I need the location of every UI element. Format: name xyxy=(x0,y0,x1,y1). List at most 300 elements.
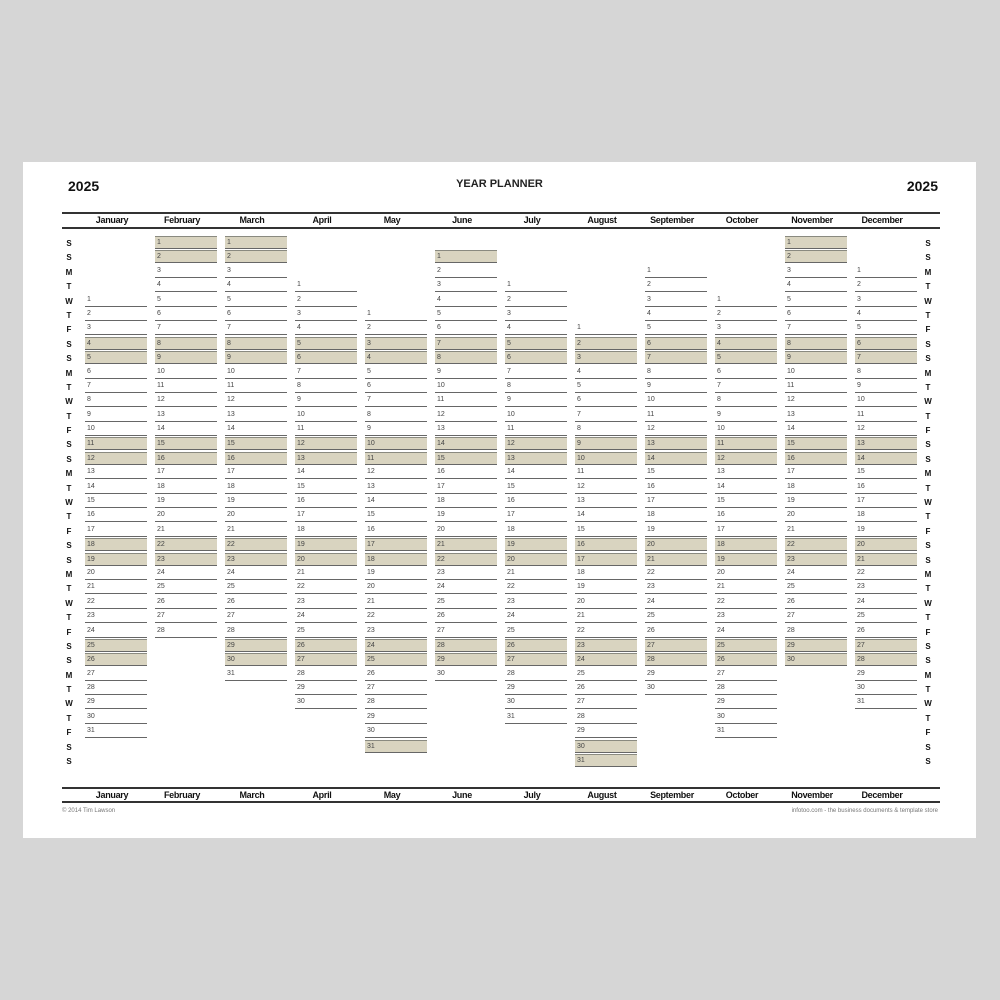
day-cell[interactable]: 22 xyxy=(505,581,567,594)
day-cell[interactable]: 29 xyxy=(855,668,917,681)
day-cell[interactable]: 30 xyxy=(575,740,637,753)
day-cell[interactable]: 23 xyxy=(365,625,427,638)
day-cell[interactable]: 4 xyxy=(645,308,707,321)
day-cell[interactable]: 21 xyxy=(225,524,287,537)
day-cell[interactable]: 23 xyxy=(295,596,357,609)
day-cell[interactable]: 17 xyxy=(715,524,777,537)
day-cell[interactable]: 28 xyxy=(645,653,707,666)
day-cell[interactable]: 27 xyxy=(435,625,497,638)
day-cell[interactable]: 10 xyxy=(575,452,637,465)
day-cell[interactable]: 6 xyxy=(225,308,287,321)
day-cell[interactable]: 10 xyxy=(785,366,847,379)
day-cell[interactable]: 18 xyxy=(85,538,147,551)
day-cell[interactable]: 25 xyxy=(855,610,917,623)
day-cell[interactable]: 30 xyxy=(785,653,847,666)
day-cell[interactable]: 8 xyxy=(575,423,637,436)
day-cell[interactable]: 16 xyxy=(365,524,427,537)
day-cell[interactable]: 20 xyxy=(365,581,427,594)
day-cell[interactable]: 25 xyxy=(295,625,357,638)
day-cell[interactable]: 14 xyxy=(785,423,847,436)
day-cell[interactable]: 17 xyxy=(575,553,637,566)
day-cell[interactable]: 30 xyxy=(295,696,357,709)
day-cell[interactable]: 31 xyxy=(225,668,287,681)
day-cell[interactable]: 4 xyxy=(575,366,637,379)
day-cell[interactable]: 22 xyxy=(715,596,777,609)
day-cell[interactable]: 20 xyxy=(645,538,707,551)
day-cell[interactable]: 6 xyxy=(645,337,707,350)
day-cell[interactable]: 3 xyxy=(155,265,217,278)
day-cell[interactable]: 8 xyxy=(435,351,497,364)
day-cell[interactable]: 13 xyxy=(365,481,427,494)
day-cell[interactable]: 17 xyxy=(365,538,427,551)
day-cell[interactable]: 27 xyxy=(295,653,357,666)
day-cell[interactable]: 19 xyxy=(85,553,147,566)
day-cell[interactable]: 11 xyxy=(155,380,217,393)
day-cell[interactable]: 14 xyxy=(295,466,357,479)
day-cell[interactable]: 9 xyxy=(505,394,567,407)
day-cell[interactable]: 5 xyxy=(645,322,707,335)
day-cell[interactable]: 30 xyxy=(505,696,567,709)
day-cell[interactable]: 7 xyxy=(295,366,357,379)
day-cell[interactable]: 31 xyxy=(85,725,147,738)
day-cell[interactable]: 17 xyxy=(855,495,917,508)
day-cell[interactable]: 11 xyxy=(295,423,357,436)
day-cell[interactable]: 16 xyxy=(505,495,567,508)
day-cell[interactable]: 22 xyxy=(225,538,287,551)
day-cell[interactable]: 19 xyxy=(365,567,427,580)
day-cell[interactable]: 16 xyxy=(435,466,497,479)
day-cell[interactable]: 19 xyxy=(295,538,357,551)
day-cell[interactable]: 11 xyxy=(225,380,287,393)
day-cell[interactable]: 30 xyxy=(225,653,287,666)
day-cell[interactable]: 28 xyxy=(295,668,357,681)
day-cell[interactable]: 23 xyxy=(225,553,287,566)
day-cell[interactable]: 26 xyxy=(505,639,567,652)
day-cell[interactable]: 12 xyxy=(435,409,497,422)
day-cell[interactable]: 25 xyxy=(365,653,427,666)
day-cell[interactable]: 27 xyxy=(225,610,287,623)
day-cell[interactable]: 30 xyxy=(715,711,777,724)
day-cell[interactable]: 3 xyxy=(505,308,567,321)
day-cell[interactable]: 2 xyxy=(85,308,147,321)
day-cell[interactable]: 20 xyxy=(785,509,847,522)
day-cell[interactable]: 26 xyxy=(715,653,777,666)
day-cell[interactable]: 2 xyxy=(225,250,287,263)
day-cell[interactable]: 16 xyxy=(785,452,847,465)
day-cell[interactable]: 28 xyxy=(575,711,637,724)
day-cell[interactable]: 10 xyxy=(435,380,497,393)
day-cell[interactable]: 15 xyxy=(365,509,427,522)
day-cell[interactable]: 8 xyxy=(365,409,427,422)
day-cell[interactable]: 27 xyxy=(85,668,147,681)
day-cell[interactable]: 23 xyxy=(645,581,707,594)
day-cell[interactable]: 10 xyxy=(85,423,147,436)
day-cell[interactable]: 13 xyxy=(715,466,777,479)
day-cell[interactable]: 6 xyxy=(575,394,637,407)
day-cell[interactable]: 9 xyxy=(365,423,427,436)
day-cell[interactable]: 21 xyxy=(715,581,777,594)
day-cell[interactable]: 20 xyxy=(155,509,217,522)
day-cell[interactable]: 5 xyxy=(365,366,427,379)
day-cell[interactable]: 22 xyxy=(365,610,427,623)
day-cell[interactable]: 2 xyxy=(155,250,217,263)
day-cell[interactable]: 18 xyxy=(435,495,497,508)
day-cell[interactable]: 8 xyxy=(155,337,217,350)
day-cell[interactable]: 4 xyxy=(435,294,497,307)
day-cell[interactable]: 20 xyxy=(85,567,147,580)
day-cell[interactable]: 21 xyxy=(645,553,707,566)
day-cell[interactable]: 9 xyxy=(785,351,847,364)
day-cell[interactable]: 24 xyxy=(295,610,357,623)
day-cell[interactable]: 20 xyxy=(225,509,287,522)
day-cell[interactable]: 12 xyxy=(645,423,707,436)
day-cell[interactable]: 18 xyxy=(575,567,637,580)
day-cell[interactable]: 28 xyxy=(435,639,497,652)
day-cell[interactable]: 17 xyxy=(155,466,217,479)
day-cell[interactable]: 1 xyxy=(225,236,287,249)
day-cell[interactable]: 11 xyxy=(715,437,777,450)
day-cell[interactable]: 29 xyxy=(365,711,427,724)
day-cell[interactable]: 8 xyxy=(295,380,357,393)
day-cell[interactable]: 7 xyxy=(435,337,497,350)
day-cell[interactable]: 25 xyxy=(715,639,777,652)
day-cell[interactable]: 15 xyxy=(505,481,567,494)
day-cell[interactable]: 14 xyxy=(155,423,217,436)
day-cell[interactable]: 3 xyxy=(365,337,427,350)
day-cell[interactable]: 6 xyxy=(435,322,497,335)
day-cell[interactable]: 1 xyxy=(295,279,357,292)
day-cell[interactable]: 17 xyxy=(785,466,847,479)
day-cell[interactable]: 1 xyxy=(505,279,567,292)
day-cell[interactable]: 3 xyxy=(435,279,497,292)
day-cell[interactable]: 7 xyxy=(575,409,637,422)
day-cell[interactable]: 3 xyxy=(575,351,637,364)
day-cell[interactable]: 16 xyxy=(645,481,707,494)
day-cell[interactable]: 4 xyxy=(155,279,217,292)
day-cell[interactable]: 11 xyxy=(645,409,707,422)
day-cell[interactable]: 5 xyxy=(85,351,147,364)
day-cell[interactable]: 13 xyxy=(785,409,847,422)
day-cell[interactable]: 25 xyxy=(85,639,147,652)
day-cell[interactable]: 12 xyxy=(295,437,357,450)
day-cell[interactable]: 13 xyxy=(575,495,637,508)
day-cell[interactable]: 19 xyxy=(575,581,637,594)
day-cell[interactable]: 21 xyxy=(785,524,847,537)
day-cell[interactable]: 23 xyxy=(155,553,217,566)
day-cell[interactable]: 29 xyxy=(575,725,637,738)
day-cell[interactable]: 7 xyxy=(855,351,917,364)
day-cell[interactable]: 15 xyxy=(295,481,357,494)
day-cell[interactable]: 26 xyxy=(155,596,217,609)
day-cell[interactable]: 24 xyxy=(365,639,427,652)
day-cell[interactable]: 9 xyxy=(295,394,357,407)
day-cell[interactable]: 12 xyxy=(505,437,567,450)
day-cell[interactable]: 14 xyxy=(505,466,567,479)
day-cell[interactable]: 12 xyxy=(715,452,777,465)
day-cell[interactable]: 28 xyxy=(785,625,847,638)
day-cell[interactable]: 26 xyxy=(785,596,847,609)
day-cell[interactable]: 16 xyxy=(575,538,637,551)
day-cell[interactable]: 30 xyxy=(645,682,707,695)
day-cell[interactable]: 13 xyxy=(855,437,917,450)
day-cell[interactable]: 2 xyxy=(855,279,917,292)
day-cell[interactable]: 14 xyxy=(575,509,637,522)
day-cell[interactable]: 11 xyxy=(85,437,147,450)
day-cell[interactable]: 1 xyxy=(785,236,847,249)
day-cell[interactable]: 16 xyxy=(225,452,287,465)
day-cell[interactable]: 28 xyxy=(715,682,777,695)
day-cell[interactable]: 9 xyxy=(225,351,287,364)
day-cell[interactable]: 21 xyxy=(155,524,217,537)
day-cell[interactable]: 9 xyxy=(575,437,637,450)
day-cell[interactable]: 13 xyxy=(225,409,287,422)
day-cell[interactable]: 8 xyxy=(645,366,707,379)
day-cell[interactable]: 19 xyxy=(715,553,777,566)
day-cell[interactable]: 18 xyxy=(365,553,427,566)
day-cell[interactable]: 4 xyxy=(225,279,287,292)
day-cell[interactable]: 3 xyxy=(225,265,287,278)
day-cell[interactable]: 20 xyxy=(715,567,777,580)
day-cell[interactable]: 9 xyxy=(435,366,497,379)
day-cell[interactable]: 27 xyxy=(785,610,847,623)
day-cell[interactable]: 7 xyxy=(225,322,287,335)
day-cell[interactable]: 4 xyxy=(785,279,847,292)
day-cell[interactable]: 17 xyxy=(225,466,287,479)
day-cell[interactable]: 16 xyxy=(715,509,777,522)
day-cell[interactable]: 10 xyxy=(225,366,287,379)
day-cell[interactable]: 1 xyxy=(155,236,217,249)
day-cell[interactable]: 17 xyxy=(435,481,497,494)
day-cell[interactable]: 15 xyxy=(645,466,707,479)
day-cell[interactable]: 15 xyxy=(155,437,217,450)
day-cell[interactable]: 17 xyxy=(505,509,567,522)
day-cell[interactable]: 29 xyxy=(225,639,287,652)
day-cell[interactable]: 7 xyxy=(645,351,707,364)
day-cell[interactable]: 1 xyxy=(855,265,917,278)
day-cell[interactable]: 23 xyxy=(85,610,147,623)
day-cell[interactable]: 24 xyxy=(85,625,147,638)
day-cell[interactable]: 24 xyxy=(155,567,217,580)
day-cell[interactable]: 27 xyxy=(715,668,777,681)
day-cell[interactable]: 20 xyxy=(435,524,497,537)
day-cell[interactable]: 2 xyxy=(295,294,357,307)
day-cell[interactable]: 5 xyxy=(505,337,567,350)
day-cell[interactable]: 30 xyxy=(365,725,427,738)
day-cell[interactable]: 25 xyxy=(575,668,637,681)
day-cell[interactable]: 7 xyxy=(505,366,567,379)
day-cell[interactable]: 22 xyxy=(155,538,217,551)
day-cell[interactable]: 2 xyxy=(365,322,427,335)
day-cell[interactable]: 13 xyxy=(295,452,357,465)
day-cell[interactable]: 24 xyxy=(855,596,917,609)
day-cell[interactable]: 12 xyxy=(575,481,637,494)
day-cell[interactable]: 4 xyxy=(365,351,427,364)
day-cell[interactable]: 28 xyxy=(85,682,147,695)
day-cell[interactable]: 15 xyxy=(575,524,637,537)
day-cell[interactable]: 6 xyxy=(295,351,357,364)
day-cell[interactable]: 23 xyxy=(855,581,917,594)
day-cell[interactable]: 13 xyxy=(85,466,147,479)
day-cell[interactable]: 21 xyxy=(505,567,567,580)
day-cell[interactable]: 19 xyxy=(225,495,287,508)
day-cell[interactable]: 24 xyxy=(785,567,847,580)
day-cell[interactable]: 8 xyxy=(505,380,567,393)
day-cell[interactable]: 4 xyxy=(715,337,777,350)
day-cell[interactable]: 19 xyxy=(855,524,917,537)
day-cell[interactable]: 25 xyxy=(155,581,217,594)
day-cell[interactable]: 22 xyxy=(575,625,637,638)
day-cell[interactable]: 22 xyxy=(85,596,147,609)
day-cell[interactable]: 29 xyxy=(715,696,777,709)
day-cell[interactable]: 19 xyxy=(435,509,497,522)
day-cell[interactable]: 28 xyxy=(155,625,217,638)
day-cell[interactable]: 12 xyxy=(225,394,287,407)
day-cell[interactable]: 27 xyxy=(365,682,427,695)
day-cell[interactable]: 16 xyxy=(155,452,217,465)
day-cell[interactable]: 25 xyxy=(225,581,287,594)
day-cell[interactable]: 21 xyxy=(575,610,637,623)
day-cell[interactable]: 27 xyxy=(575,696,637,709)
day-cell[interactable]: 29 xyxy=(505,682,567,695)
day-cell[interactable]: 30 xyxy=(855,682,917,695)
day-cell[interactable]: 4 xyxy=(85,337,147,350)
day-cell[interactable]: 13 xyxy=(645,437,707,450)
day-cell[interactable]: 13 xyxy=(505,452,567,465)
day-cell[interactable]: 26 xyxy=(85,653,147,666)
day-cell[interactable]: 11 xyxy=(785,380,847,393)
day-cell[interactable]: 23 xyxy=(435,567,497,580)
day-cell[interactable]: 18 xyxy=(855,509,917,522)
day-cell[interactable]: 6 xyxy=(715,366,777,379)
day-cell[interactable]: 24 xyxy=(505,610,567,623)
day-cell[interactable]: 20 xyxy=(575,596,637,609)
day-cell[interactable]: 4 xyxy=(295,322,357,335)
day-cell[interactable]: 11 xyxy=(575,466,637,479)
day-cell[interactable]: 5 xyxy=(225,294,287,307)
day-cell[interactable]: 26 xyxy=(435,610,497,623)
day-cell[interactable]: 3 xyxy=(645,294,707,307)
day-cell[interactable]: 14 xyxy=(365,495,427,508)
day-cell[interactable]: 9 xyxy=(85,409,147,422)
day-cell[interactable]: 21 xyxy=(855,553,917,566)
day-cell[interactable]: 3 xyxy=(295,308,357,321)
day-cell[interactable]: 24 xyxy=(645,596,707,609)
day-cell[interactable]: 19 xyxy=(785,495,847,508)
day-cell[interactable]: 16 xyxy=(85,509,147,522)
day-cell[interactable]: 10 xyxy=(155,366,217,379)
day-cell[interactable]: 1 xyxy=(715,294,777,307)
day-cell[interactable]: 2 xyxy=(575,337,637,350)
day-cell[interactable]: 1 xyxy=(85,294,147,307)
day-cell[interactable]: 24 xyxy=(435,581,497,594)
day-cell[interactable]: 27 xyxy=(155,610,217,623)
day-cell[interactable]: 8 xyxy=(85,394,147,407)
day-cell[interactable]: 24 xyxy=(715,625,777,638)
day-cell[interactable]: 28 xyxy=(855,653,917,666)
day-cell[interactable]: 23 xyxy=(785,553,847,566)
day-cell[interactable]: 22 xyxy=(855,567,917,580)
day-cell[interactable]: 24 xyxy=(225,567,287,580)
day-cell[interactable]: 29 xyxy=(435,653,497,666)
day-cell[interactable]: 3 xyxy=(855,294,917,307)
day-cell[interactable]: 31 xyxy=(365,740,427,753)
day-cell[interactable]: 19 xyxy=(645,524,707,537)
day-cell[interactable]: 3 xyxy=(85,322,147,335)
day-cell[interactable]: 22 xyxy=(645,567,707,580)
day-cell[interactable]: 23 xyxy=(505,596,567,609)
day-cell[interactable]: 28 xyxy=(505,668,567,681)
day-cell[interactable]: 29 xyxy=(85,696,147,709)
day-cell[interactable]: 1 xyxy=(575,322,637,335)
day-cell[interactable]: 28 xyxy=(365,696,427,709)
day-cell[interactable]: 31 xyxy=(575,754,637,767)
day-cell[interactable]: 2 xyxy=(505,294,567,307)
day-cell[interactable]: 2 xyxy=(785,250,847,263)
day-cell[interactable]: 2 xyxy=(435,265,497,278)
day-cell[interactable]: 15 xyxy=(715,495,777,508)
day-cell[interactable]: 27 xyxy=(645,639,707,652)
day-cell[interactable]: 17 xyxy=(295,509,357,522)
day-cell[interactable]: 9 xyxy=(645,380,707,393)
day-cell[interactable]: 17 xyxy=(85,524,147,537)
day-cell[interactable]: 7 xyxy=(785,322,847,335)
day-cell[interactable]: 6 xyxy=(85,366,147,379)
day-cell[interactable]: 18 xyxy=(155,481,217,494)
day-cell[interactable]: 15 xyxy=(225,437,287,450)
day-cell[interactable]: 14 xyxy=(715,481,777,494)
day-cell[interactable]: 5 xyxy=(855,322,917,335)
day-cell[interactable]: 14 xyxy=(85,481,147,494)
day-cell[interactable]: 5 xyxy=(435,308,497,321)
day-cell[interactable]: 21 xyxy=(435,538,497,551)
day-cell[interactable]: 6 xyxy=(155,308,217,321)
day-cell[interactable]: 11 xyxy=(365,452,427,465)
day-cell[interactable]: 25 xyxy=(785,581,847,594)
day-cell[interactable]: 8 xyxy=(225,337,287,350)
day-cell[interactable]: 12 xyxy=(85,452,147,465)
day-cell[interactable]: 1 xyxy=(435,250,497,263)
day-cell[interactable]: 7 xyxy=(85,380,147,393)
day-cell[interactable]: 18 xyxy=(295,524,357,537)
day-cell[interactable]: 23 xyxy=(715,610,777,623)
day-cell[interactable]: 1 xyxy=(645,265,707,278)
day-cell[interactable]: 29 xyxy=(645,668,707,681)
day-cell[interactable]: 24 xyxy=(575,653,637,666)
day-cell[interactable]: 25 xyxy=(435,596,497,609)
day-cell[interactable]: 16 xyxy=(855,481,917,494)
day-cell[interactable]: 22 xyxy=(295,581,357,594)
day-cell[interactable]: 26 xyxy=(645,625,707,638)
day-cell[interactable]: 6 xyxy=(505,351,567,364)
day-cell[interactable]: 10 xyxy=(295,409,357,422)
day-cell[interactable]: 15 xyxy=(85,495,147,508)
day-cell[interactable]: 11 xyxy=(505,423,567,436)
day-cell[interactable]: 17 xyxy=(645,495,707,508)
day-cell[interactable]: 14 xyxy=(435,437,497,450)
day-cell[interactable]: 29 xyxy=(785,639,847,652)
day-cell[interactable]: 12 xyxy=(365,466,427,479)
day-cell[interactable]: 21 xyxy=(85,581,147,594)
day-cell[interactable]: 31 xyxy=(505,711,567,724)
day-cell[interactable]: 26 xyxy=(295,639,357,652)
day-cell[interactable]: 26 xyxy=(225,596,287,609)
day-cell[interactable]: 14 xyxy=(855,452,917,465)
day-cell[interactable]: 20 xyxy=(505,553,567,566)
day-cell[interactable]: 14 xyxy=(645,452,707,465)
day-cell[interactable]: 22 xyxy=(785,538,847,551)
day-cell[interactable]: 6 xyxy=(855,337,917,350)
day-cell[interactable]: 21 xyxy=(295,567,357,580)
